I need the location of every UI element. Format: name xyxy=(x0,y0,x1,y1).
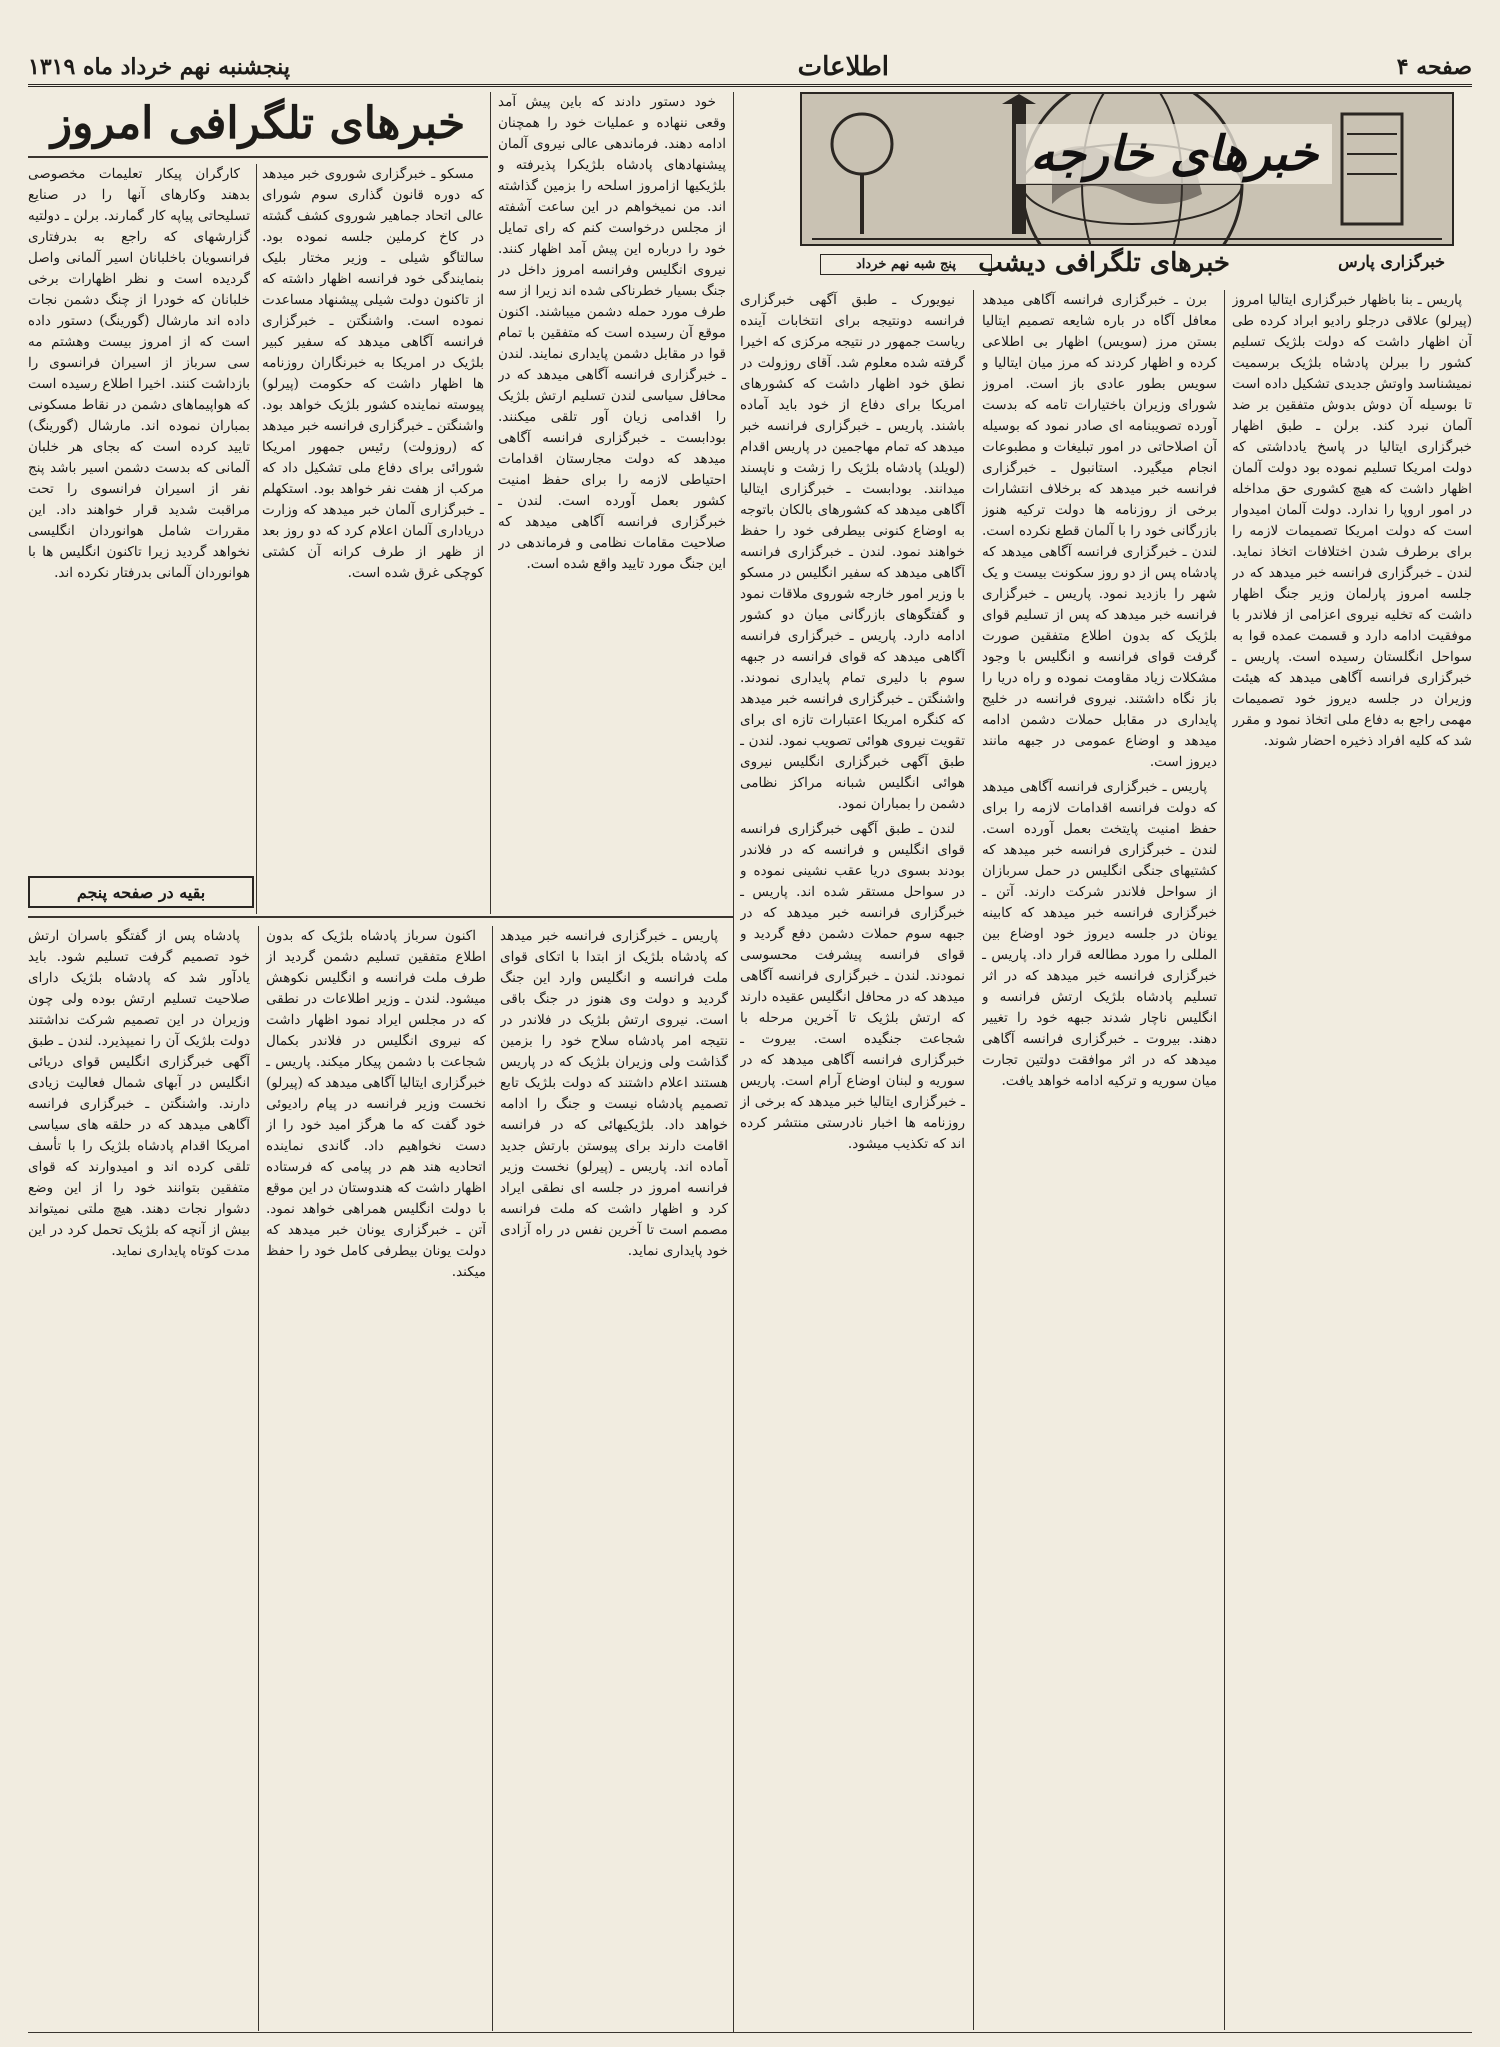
spacer xyxy=(28,1500,29,1501)
today-column-1-text: مسکو ـ خبرگزاری شوروی خبر میدهد که دوره قانون گذاری سوم شورای عالی اتحاد جماهیر شوروی کشف گشته در کاخ کرملین جلسه نموده بود. سالتاگو شیلی ـ وزیر مختار بلیک بنمایندگی خود فرانسه اظهار داشته که از تاکنون دولت شیلی پیشنهاد مساعدت نموده است. واشنگتن ـ خبرگزاری فرانسه آگاهی میدهد که سفیر کبیر بلژیک در امریکا به خبرنگاران روزنامه ها اظهار داشت که حکومت (پیرلو) پیوسته نماینده کشور بلژیک خواهد بود. واشنگتن ـ خبرگزاری فرانسه خبر میدهد که (روزولت) رئیس جمهور امریکا شورائی برای دفاع ملی تشکیل داد که مرکب از هفت نفر خواهد بود. استکهلم ـ خبرگزاری آلمان خبر میدهد که وزارت دریاداری آلمان اعلام کرد که دو روز بعد از ظهر از طرف کرانه آن کشتی کوچکی غرق شده است. xyxy=(262,166,484,581)
column-divider xyxy=(490,92,491,914)
issue-date: پنجشنبه نهم خرداد ماه ۱۳۱۹ xyxy=(28,54,290,80)
section-rule xyxy=(28,916,733,918)
paper-name: اطلاعات xyxy=(797,52,889,82)
section-title-last-night: خبرهای تلگرافی دیشب xyxy=(978,248,1230,278)
foreign-column-1-text: پاریس ـ بنا باظهار خبرگزاری ایتالیا امروز (پیرلو) علاقی درجلو رادیو ابراد کرده طی آن اظهار داشت که دولت بلژیک تسلیم کشور را ببرلن پادشاه بلژیک برسمیت نمیشناسد واوتش جدیدی تشکیل داده است تا بوسیله آن دوش بدوش متفقین بر ضد آلمان نبرد کند. برلن ـ طبق اظهار خبرگزاری ایتالیا در پاسخ یادداشتی که دولت امریکا تسلیم نموده بود دولت آلمان اظهار داشت که هیچ کشوری حق مداخله در امور اروپا را ندارد. دولت آلمان امیدوار است که دولت امریکا تصمیمات لازمه را برای برطرف شدن اختلافات اتخاذ نماید. لندن ـ خبرگزاری فرانسه خبر میدهد که در جلسه امروز پارلمان وزیر جنگ اظهار داشت که تخلیه نیروی اعزامی از فلاندر با موفقیت ادامه دارد و قسمت عمده قوا به سواحل انگلستان رسیده است. پاریس ـ خبرگزاری فرانسه آگاهی میدهد که هیئت وزیران در جلسه دیروز خود تصمیمات مهمی راجع به دفاع ملی اتخاذ نمود و مقرر شد که کلیه افراد ذخیره احضار شوند. xyxy=(1232,292,1472,749)
column-divider xyxy=(258,926,259,2031)
banner-title: خبرهای خارجه xyxy=(1016,124,1332,184)
today-column-2-text: کارگران پیکار تعلیمات مخصوصی بدهند وکارهای آنها را در صنایع تسلیحاتی پیاپه کار گمارند. برلن ـ دولتیه گزارشهای که راجع به بدرفتاری فرانسویان باخلبانان اسیر آلمانی واصل گردیده است و نظر اظهارات برخی خلبانان که خودرا از چنگ دشمن نجات داده اند مارشال (گورینگ) دستور داده است که از امروز بیست وهشتم مه سی سرباز از اسیران فرانسوی را بازداشت کنند. اخیرا اطلاع رسیده است که هواپیماهای دشمن در نقاط مسکونی بمباران نموده اند. مارشال (گورینگ) تایید کرده است که بجای هر خلبان آلمانی که بدست دشمن اسیر باشد پنج نفر از اسیران فرانسوی را تحت مراقبت شدید قرار خواهند داد. این مقررات شامل هوانوردان انگلیسی نخواهد گردید زیرا تاکنون انگلیس ها با هوانوردان آلمانی بدرفتار نکرده اند. xyxy=(28,166,250,581)
today-column-2 xyxy=(28,164,250,864)
masthead xyxy=(28,50,1472,87)
lower-column-5-text: پاریس ـ خبرگزاری فرانسه آگاهی میدهد که دولت فرانسه اقدامات لازمه را برای حفظ امنیت پایتخت بعمل آورده است. لندن ـ خبرگزاری فرانسه خبر میدهد که کشتیهای جنگی انگلیس در حمل سربازان از سواحل فلاندر شرکت دارند. آتن ـ خبرگزاری فرانسه خبر میدهد که کابینه یونان در جلسه دیروز خود اوضاع بین المللی را مورد مطالعه قرار داد. پاریس ـ خبرگزاری فرانسه خبر میدهد که در اثر تسلیم پادشاه بلژیک ارتش فرانسه و انگلیس ناچار شدند جبهه خود را تغییر دهند. بیروت ـ خبرگزاری فرانسه آگاهی میدهد که در اثر موافقت دولتین تجارت میان سوریه و ترکیه ادامه خواهد یافت. xyxy=(982,779,1217,1089)
column-divider xyxy=(256,164,257,914)
column-divider xyxy=(1224,290,1225,2030)
lower-column-2 xyxy=(266,926,486,2031)
column-divider xyxy=(973,290,974,2030)
foreign-news-banner xyxy=(800,92,1454,246)
foreign-column-1 xyxy=(1232,290,1472,2030)
lower-column-1 xyxy=(500,926,728,2031)
column-divider xyxy=(733,92,734,2032)
headline-rule xyxy=(28,156,488,158)
lower-column-1-text: پاریس ـ خبرگزاری فرانسه خبر میدهد که پادشاه بلژیک از ابتدا با اتکای قوای ملت فرانسه و انگلیس وارد این جنگ گردید و دولت وی هنوز در جنگ باقی است. نیروی ارتش بلژیک در فلاندر در نتیجه امر پادشاه سلاح خود را بزمین گذاشت ولی وزیران بلژیک که در پاریس هستند اعلام داشتند که دولت بلژیک تابع تصمیم پادشاه نیست و جنگ را ادامه خواهد داد. بلژیکیهائی که در فرانسه اقامت دارند برای پیوستن بارتش جدید آماده اند. پاریس ـ (پیرلو) نخست وزیر فرانسه امروز در جلسه ای نطقی ایراد کرد و اظهار داشت که ملت فرانسه مصمم است تا آخرین نفس در راه آزادی خود پایداری نماید. xyxy=(500,928,728,1259)
lower-column-4-text: لندن ـ طبق آگهی خبرگزاری فرانسه قوای انگلیس و فرانسه که در فلاندر بودند بسوی دریا عقب نشینی نموده و در سواحل مستقر شده اند. پاریس ـ خبرگزاری فرانسه خبر میدهد که در جبهه سوم حملات دشمن دفع گردید و قوای فرانسه پیشرفت محسوسی نمودند. لندن ـ خبرگزاری فرانسه آگاهی میدهد که در محافل انگلیس عقیده دارند که ارتش بلژیک تا آخرین مرحله با شجاعت جنگیده است. بیروت ـ خبرگزاری فرانسه آگاهی میدهد که در سوریه و لبنان اوضاع آرام است. پاریس ـ خبرگزاری ایتالیا خبر میدهد که برخی از روزنامه ها اخبار نادرستی منتشر کرده اند که تکذیب میشود. xyxy=(740,821,965,1152)
lower-column-3 xyxy=(28,926,250,2031)
foreign-column-4 xyxy=(498,92,726,914)
today-column-1 xyxy=(262,164,484,914)
foreign-column-2 xyxy=(982,290,1217,2030)
lower-column-3-text: پادشاه پس از گفتگو باسران ارتش خود تصمیم گرفت تسلیم شود. باید یادآور شد که پادشاه بلژیک دارای صلاحیت تسلیم ارتش بوده ولی چون وزیران در این تصمیم شرکت نداشتند دولت بلژیک آن را نمیپذیرد. لندن ـ طبق آگهی خبرگزاری انگلیس قوای دریائی انگلیس در آبهای شمال فعالیت زیادی دارند. واشنگتن ـ خبرگزاری فرانسه آگاهی میدهد که در حلقه های سیاسی امریکا اقدام پادشاه بلژیک را با تأسف تلقی کرده اند و امیدوارند که قوای متفقین بتوانند خود را از این وضع دشوار نجات دهند. هیچ ملتی نمیتواند بیش از آنچه که بلژیک تحمل کرد در این مدت کوتاه پایداری نماید. xyxy=(28,928,250,1259)
foreign-column-3 xyxy=(740,290,965,2030)
bottom-rule xyxy=(28,2032,1472,2033)
continued-on-page-5: بقیه در صفحه پنجم xyxy=(28,876,254,908)
foreign-column-2-text: برن ـ خبرگزاری فرانسه آگاهی میدهد معافل آگاه در باره شایعه تصمیم ایتالیا بستن مرز (سویس) اظهار بی اطلاعی کرده و اظهار کردند که مرز میان ایتالیا و سویس بطور عادی باز است. امروز شورای وزیران باختیارات تامه که بدست آورده تصویبنامه ای صادر نمود که بوسیله آن اصلاحاتی در امور تبلیغات و مطبوعات انجام میگیرد. استانبول ـ خبرگزاری فرانسه خبر میدهد که برخلاف انتشارات برخی از روزنامه ها دولت ترکیه هنوز بازرگانی خود را با آلمان قطع نکرده است. لندن ـ خبرگزاری فرانسه آگاهی میدهد که پادشاه پس از دو روز سکونت بیست و یک شهر را بازدید نمود. پاریس ـ خبرگزاری فرانسه خبر میدهد که پس از تسلیم قوای بلژیک که بدون اطلاع متفقین صورت گرفت قوای فرانسه و انگلیس با وجود مشکلات زیاد مقاومت نموده و راه دریا را باز نگاه داشتند. نیروی فرانسه در خلیج پایداری در مقابل حملات دشمن ادامه میدهد و اوضاع عمومی در جبهه مانند دیروز است. xyxy=(982,292,1217,770)
page-number: صفحه ۴ xyxy=(1396,54,1472,80)
agency-label: خبرگزاری پارس xyxy=(1338,252,1445,271)
column-divider xyxy=(492,926,493,2031)
lower-column-2-text: اکنون سرباز پادشاه بلژیک که بدون اطلاع متفقین تسلیم دشمن گردید از طرف ملت فرانسه و انگلیس نکوهش میشود. لندن ـ وزیر اطلاعات در نطقی که در مجلس ایراد نمود اظهار داشت که نیروی انگلیس در فلاندر بکمال شجاعت با دشمن پیکار میکند. پاریس ـ خبرگزاری ایتالیا آگاهی میدهد که (پیرلو) نخست وزیر فرانسه در پیام رادیوئی خود گفت که ما هرگز امید خود را از دست نخواهیم داد. گاندی نماینده اتحادیه هند هم در پیامی که فرستاده اظهار داشت که هندوستان در این موقع با دولت انگلیس همراهی خواهد نمود. آتن ـ خبرگزاری یونان خبر میدهد که دولت یونان بیطرفی کامل خود را حفظ میکند. xyxy=(266,928,486,1280)
date-box: پنج شبه نهم خرداد xyxy=(820,254,992,275)
foreign-column-3-text: نیویورک ـ طبق آگهی خبرگزاری فرانسه دونتیجه برای انتخابات آینده ریاست جمهور در نتیجه مرکزی که اخیرا گرفته شده معلوم شد. آقای روزولت در نطق خود اظهار داشت که کشورهای امریکا برای دفاع از خود باید آماده باشند. پاریس ـ خبرگزاری فرانسه خبر میدهد که تمام مهاجمین در پاریس اقدام (لویلد) پادشاه بلژیک را زشت و ناپسند میدانند. بودابست ـ خبرگزاری ایتالیا آگاهی میدهد که کشورهای بالکان باتوجه به اوضاع کنونی بیطرفی خود را حفظ خواهند نمود. لندن ـ خبرگزاری فرانسه آگاهی میدهد که سفیر انگلیس در مسکو با وزیر امور خارجه شوروی ملاقات نمود و گفتگوهای بازرگانی میان دو کشور ادامه دارد. پاریس ـ خبرگزاری فرانسه آگاهی میدهد که قوای فرانسه در جبهه سوم با دلیری تمام پایداری نمودند. واشنگتن ـ خبرگزاری فرانسه خبر میدهد که کنگره امریکا اعتبارات تازه ای برای تقویت نیروی هوائی تصویب نمود. لندن ـ طبق آگهی خبرگزاری انگلیس نیروی هوائی انگلیس شبانه مراکز نظامی دشمن را بمباران نمود. xyxy=(740,292,965,812)
foreign-column-4-text: خود دستور دادند که باین پیش آمد وقعی ننهاده و عملیات خود را همچنان ادامه دهند. فرماندهی عالی نیروی آلمان پیشنهادهای پادشاه بلژیکرا پذیرفته و بلژیکیها ازامروز اسلحه را بزمین گذاشته اند. من نمیخواهم در این ساعت آشفته از مجلس درخواست کنم که رای تمایل خود را درباره این پیش آمد اظهار کنند. نیروی انگلیس وفرانسه امروز داخل در جنگ بسیار خطرناکی شده اند زیرا از سه طرف مورد حمله دشمن میباشند. اکنون موقع آن رسیده است که متفقین با تمام قوا در مقابل دشمن پایداری نمایند. لندن ـ خبرگزاری فرانسه آگاهی میدهد که در محافل سیاسی لندن تسلیم ارتش بلژیک را اقدامی زیان آور تلقی میکنند. بودابست ـ خبرگزاری فرانسه آگاهی میدهد که دولت مجارستان اقدامات احتیاطی لازمه را برای حفظ امنیت کشور بعمل آورده است. لندن ـ خبرگزاری فرانسه آگاهی میدهد که صلاحیت مقامات نظامی و فرماندهی در این جنگ مورد تایید واقع شده است. xyxy=(498,94,726,572)
today-headline: خبرهای تلگرافی امروز xyxy=(50,97,466,149)
